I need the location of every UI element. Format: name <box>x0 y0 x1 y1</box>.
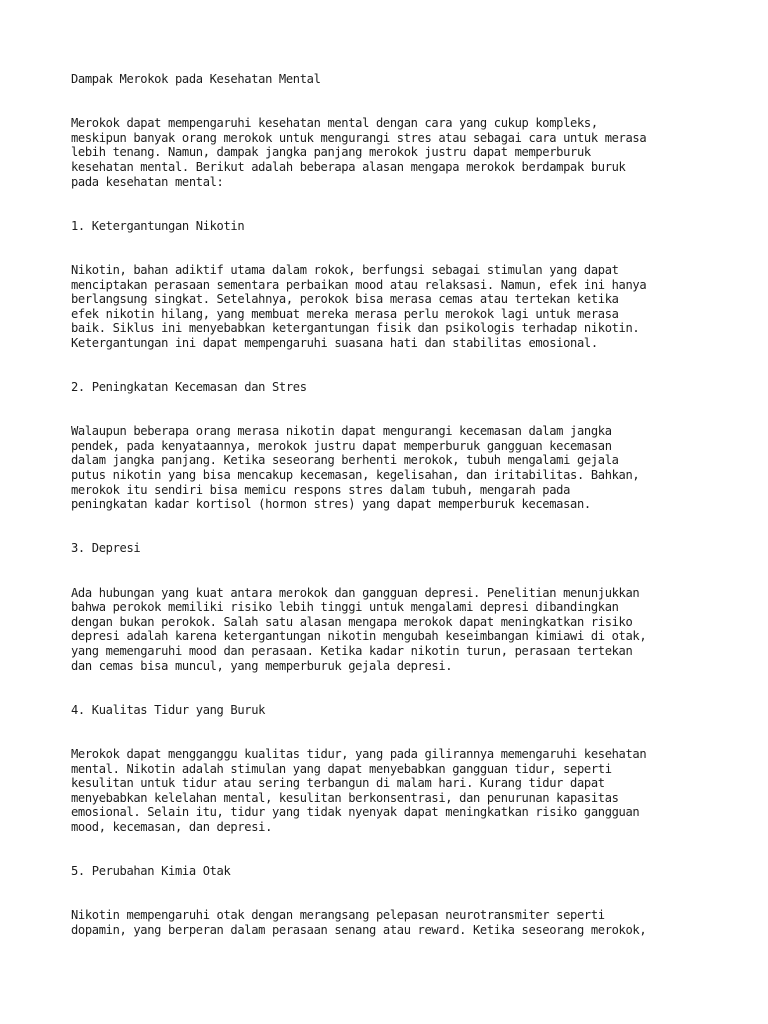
spacer <box>71 233 731 263</box>
section-heading: 4. Kualitas Tidur yang Buruk <box>71 702 266 717</box>
section-body: Nikotin mempengaruhi otak dengan merangsang pelepasan neurotransmiter seperti dopamin, yang berperan dalam perasaan senang atau reward. Ketika seseorang merokok, <box>71 908 647 937</box>
spacer <box>71 512 731 542</box>
section-3 <box>71 512 731 673</box>
spacer <box>71 835 731 865</box>
section-heading: 2. Peningkatan Kecemasan dan Stres <box>71 380 307 395</box>
document-page <box>71 72 731 938</box>
section-heading: 5. Perubahan Kimia Otak <box>71 864 231 879</box>
spacer <box>71 717 731 747</box>
spacer <box>71 87 731 117</box>
spacer <box>71 673 731 703</box>
spacer <box>71 351 731 381</box>
section-body: Merokok dapat mengganggu kualitas tidur, yang pada gilirannya memengaruhi kesehatan mental. Nikotin adalah stimulan yang dapat menyebabkan gangguan tidur, seperti kesulitan untuk tidur atau sering terbangun di malam hari. Kurang tidur dapat menyebabkan kelelahan mental, kesulitan berkonsentrasi, dan penurunan kapasitas emosional. Selain itu, tidur yang tidak nyenyak dapat meningkatkan risiko gangguan mood, kecemasan, dan depresi. <box>71 746 647 834</box>
spacer <box>71 189 731 219</box>
spacer <box>71 395 731 425</box>
section-body: Nikotin, bahan adiktif utama dalam rokok, berfungsi sebagai stimulan yang dapat menciptakan perasaan sementara perbaikan mood atau relaksasi. Namun, efek ini hanya berlangsung singkat. Setelahnya, perokok bisa merasa cemas atau tertekan ketika efek nikotin hilang, yang membuat mereka merasa perlu merokok lagi untuk merasa baik. Siklus ini menyebabkan ketergantungan fisik dan psikologis terhadap nikotin. Ketergantungan ini dapat mempengaruhi suasana hati dan stabilitas emosional. <box>71 262 647 350</box>
section-heading: 3. Depresi <box>71 541 141 556</box>
section-1 <box>71 189 731 350</box>
section-2 <box>71 351 731 512</box>
document-title: Dampak Merokok pada Kesehatan Mental <box>71 72 321 86</box>
section-5 <box>71 835 731 938</box>
section-heading: 1. Ketergantungan Nikotin <box>71 218 245 233</box>
section-body: Walaupun beberapa orang merasa nikotin dapat mengurangi kecemasan dalam jangka pendek, pada kenyataannya, merokok justru dapat memperburuk gangguan kecemasan dalam jangka panjang. Ketika seseorang berhenti merokok, tubuh mengalami gejala putus nikotin yang bisa mencakup kecemasan, kegelisahan, dan iritabilitas. Bahkan, merokok itu sendiri bisa memicu respons stres dalam tubuh, mengarah pada peningkatan kadar kortisol (hormon stres) yang dapat memperburuk kecemasan. <box>71 424 640 512</box>
section-4 <box>71 673 731 834</box>
section-body: Ada hubungan yang kuat antara merokok dan gangguan depresi. Penelitian menunjukkan bahwa perokok memiliki risiko lebih tinggi untuk mengalami depresi dibandingkan dengan bukan perokok. Salah satu alasan mengapa merokok dapat meningkatkan risiko depresi adalah karena ketergantungan nikotin mengubah keseimbangan kimiawi di otak, yang memengaruhi mood dan perasaan. Ketika kadar nikotin turun, perasaan tertekan dan cemas bisa muncul, yang memperburuk gejala depresi. <box>71 585 647 673</box>
spacer <box>71 879 731 909</box>
intro-paragraph: Merokok dapat mempengaruhi kesehatan mental dengan cara yang cukup kompleks, meskipun banyak orang merokok untuk mengurangi stres atau sebagai cara untuk merasa lebih tenang. Namun, dampak jangka panjang merokok justru dapat memperburuk kesehatan mental. Berikut adalah beberapa alasan mengapa merokok berdampak buruk pada kesehatan mental: <box>71 116 647 189</box>
spacer <box>71 556 731 586</box>
